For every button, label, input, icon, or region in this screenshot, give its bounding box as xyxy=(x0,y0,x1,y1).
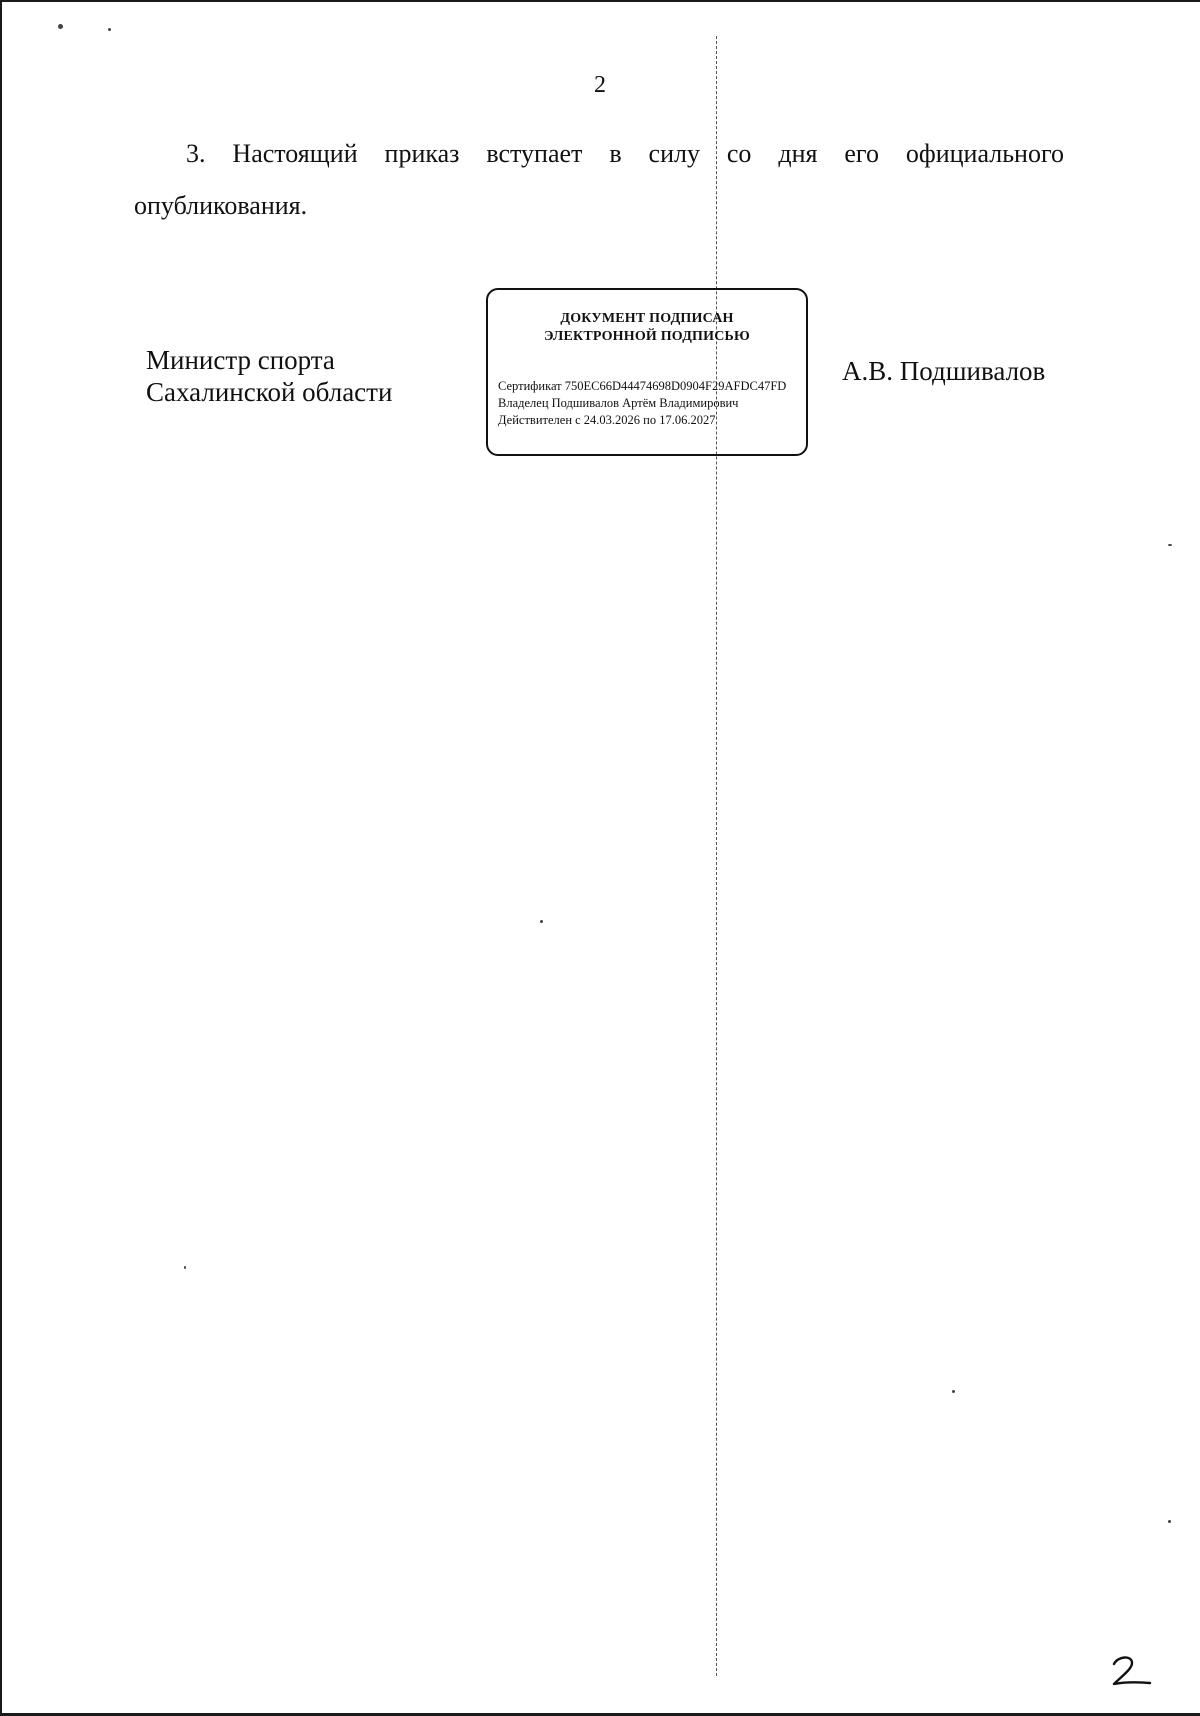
stamp-owner: Владелец Подшивалов Артём Владимирович xyxy=(498,396,739,410)
scan-speck xyxy=(184,1266,186,1269)
signer-title-line-1: Министр спорта xyxy=(146,345,335,375)
scan-edge-left xyxy=(0,0,2,1716)
scan-speck xyxy=(58,24,63,29)
scan-speck xyxy=(540,920,543,923)
signer-title xyxy=(146,344,392,408)
stamp-validity: Действителен с 24.03.2026 по 17.06.2027 xyxy=(498,413,716,427)
scan-edge-top xyxy=(0,0,1200,2)
stamp-certificate: Сертификат 750EC66D44474698D0904F29AFDC47FD xyxy=(498,379,787,393)
scan-speck xyxy=(1168,1520,1171,1523)
signer-name: А.В. Подшивалов xyxy=(842,356,1046,386)
stamp-header-line-2: ЭЛЕКТРОННОЙ ПОДПИСЬЮ xyxy=(544,329,750,344)
scan-fold-line xyxy=(716,36,717,1676)
signer-title-line-2: Сахалинской области xyxy=(146,377,393,407)
scan-speck xyxy=(952,1390,955,1393)
scan-speck xyxy=(108,28,111,31)
stamp-details xyxy=(498,378,803,429)
order-clause-3: 3. Настоящий приказ вступает в силу со дня его официального опубликования. xyxy=(134,139,1064,220)
stamp-header xyxy=(488,310,806,346)
stamp-header-line-1: ДОКУМЕНТ ПОДПИСАН xyxy=(560,311,734,326)
handwritten-page-mark xyxy=(1108,1652,1154,1692)
scan-speck xyxy=(1168,544,1172,546)
electronic-signature-stamp xyxy=(486,288,808,456)
page-number: 2 xyxy=(594,72,606,98)
